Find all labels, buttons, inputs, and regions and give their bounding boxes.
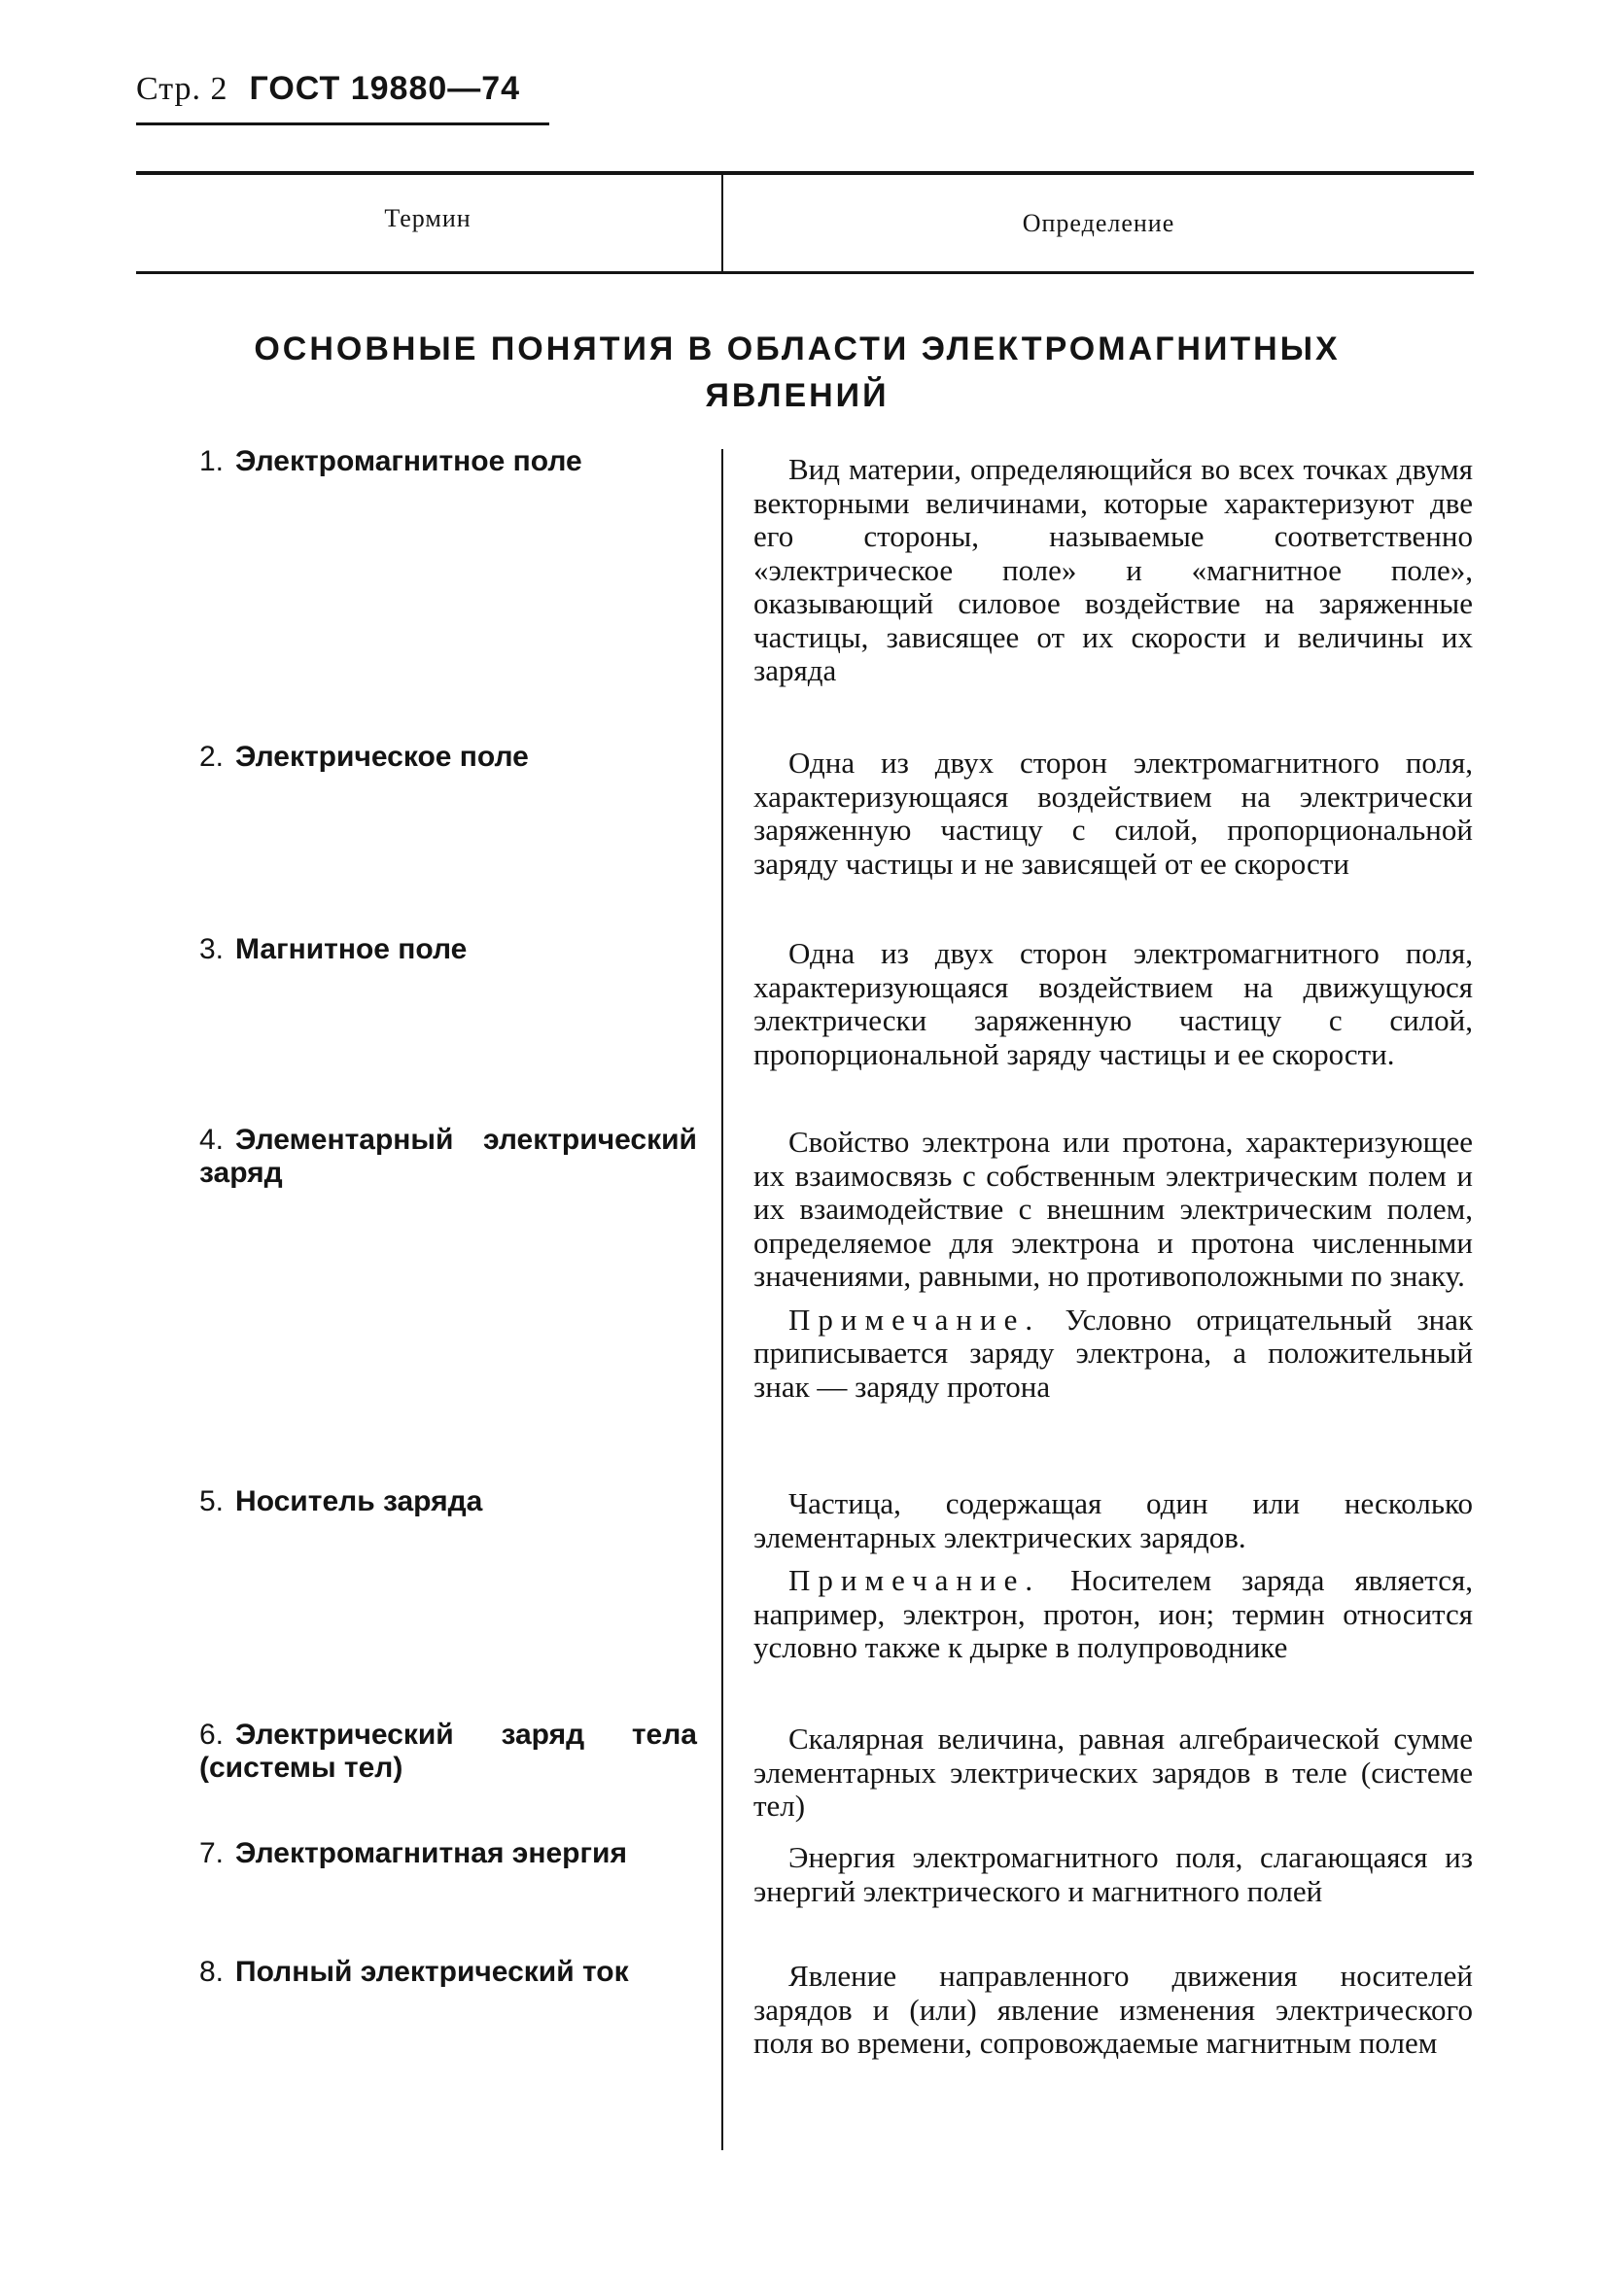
term-name: Магнитное поле (235, 933, 468, 965)
definition-cell (753, 453, 1473, 688)
term-number: 7. (199, 1837, 225, 1869)
term-cell (199, 1956, 697, 1989)
column-header-definition: Определение (1022, 209, 1175, 237)
definition-text: Вид материи, определяющийся во всех точках двумя векторными величинами, которые характеризуют две его стороны, называемые соответственно «электрическое поле» и «магнитное поле», оказывающий силовое воздействие на заряженные частицы, зависящее от их скорости и величины их заряда (753, 452, 1473, 687)
note (753, 1564, 1473, 1665)
definition-text: Одна из двух сторон электромагнитного поля, характеризующаяся воздействием на электрически заряженную частицу с силой, пропорциональной заряду частицы и не зависящей от ее скорости (753, 746, 1473, 881)
term-name: Носитель заряда (235, 1485, 483, 1517)
term-cell (199, 1837, 697, 1870)
term-name: Электрический заряд тела (системы тел) (199, 1719, 697, 1784)
term-name: Элементарный электрический заряд (199, 1124, 697, 1189)
term-name: Электромагнитная энергия (235, 1837, 627, 1869)
note-text: Условно отрицательный знак приписывается заряду электрона, а положительный знак — заряду протона (753, 1302, 1474, 1404)
definition-cell (753, 747, 1473, 881)
column-header-term: Термин (384, 204, 472, 232)
definition-cell (753, 1960, 1473, 2061)
term-number: 6. (199, 1719, 225, 1751)
term-cell (199, 1485, 697, 1518)
standard-designation: ГОСТ 19880—74 (249, 70, 521, 107)
note-label: Примечание. (788, 1563, 1041, 1597)
definition-cell (753, 1841, 1473, 1908)
term-cell (199, 445, 697, 478)
definition-cell (753, 937, 1473, 1071)
term-cell (199, 1719, 697, 1785)
definition-text: Энергия электромагнитного поля, слагающаяся из энергий электрического и магнитного полей (753, 1840, 1473, 1908)
note-text: Носителем заряда является, например, электрон, протон, ион; термин относится условно также к дырке в полупроводнике (753, 1563, 1473, 1664)
definition-cell (753, 1722, 1473, 1824)
term-number: 2. (199, 741, 225, 773)
note (753, 1304, 1473, 1405)
term-number: 1. (199, 445, 225, 477)
term-cell (199, 1124, 697, 1190)
definition-text: Явление направленного движения носителей зарядов и (или) явление изменения электрического поля во времени, сопровождаемые магнитным полем (753, 1959, 1473, 2060)
note-label: Примечание. (788, 1302, 1041, 1337)
term-number: 5. (199, 1485, 225, 1517)
term-number: 8. (199, 1956, 225, 1988)
definition-text: Частица, содержащая один или несколько элементарных электрических зарядов. (753, 1486, 1473, 1554)
definition-cell (753, 1487, 1473, 1665)
section-title: ОСНОВНЫЕ ПОНЯТИЯ В ОБЛАСТИ ЭЛЕКТРОМАГНИТНЫХ ЯВЛЕНИЙ (254, 330, 1341, 414)
page-number: Стр. 2 (136, 71, 228, 107)
term-number: 4. (199, 1124, 225, 1156)
definition-text: Скалярная величина, равная алгебраической сумме элементарных электрических зарядов в теле (системе тел) (753, 1722, 1473, 1823)
definition-text: Одна из двух сторон электромагнитного поля, характеризующаяся воздействием на движущуюся электрически заряженную частицу с силой, пропорциональной заряду частицы и ее скорости. (753, 936, 1473, 1071)
term-cell (199, 933, 697, 966)
definition-cell (753, 1126, 1473, 1404)
term-name: Электромагнитное поле (235, 445, 582, 477)
term-name: Электрическое поле (235, 741, 529, 773)
definition-text: Свойство электрона или протона, характеризующее их взаимосвязь с собственным электрическим полем и их взаимодействие с внешним электрическим полем, определяемое для электрона и протона численными значениями, равными, но противоположными по знаку. (753, 1125, 1473, 1293)
term-cell (199, 741, 697, 774)
term-name: Полный электрический ток (235, 1956, 629, 1988)
term-number: 3. (199, 933, 225, 965)
